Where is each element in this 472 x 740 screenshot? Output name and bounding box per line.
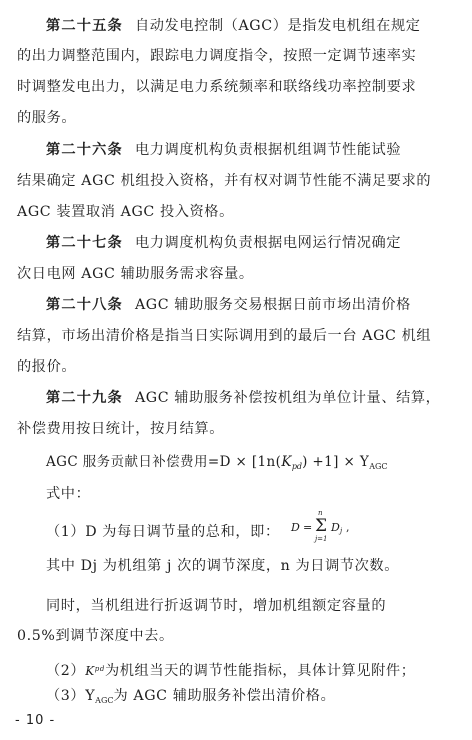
article-26-line-3: AGC 装置取消 AGC 投入资格。	[17, 204, 234, 220]
article-25-title: 第二十五条	[46, 18, 123, 34]
article-27-title: 第二十七条	[46, 235, 123, 251]
definition-d: （1）D 为每日调节量的总和，即：	[46, 524, 280, 540]
article-28-line-2: 结算，市场出清价格是指当日实际调用到的最后一台 AGC 机组	[17, 328, 432, 344]
article-29-line-1: 第二十九条 AGC 辅助服务补偿按机组为单位计量、结算，	[46, 390, 441, 406]
definition-dj: 其中 Dj 为机组第 j 次的调节深度，n 为日调节次数。	[46, 558, 400, 574]
article-26-line-1: 第二十六条 电力调度机构负责根据机组调节性能试验	[46, 142, 402, 158]
article-27-line-2: 次日电网 AGC 辅助服务需求容量。	[17, 266, 254, 282]
summation-formula: D = n Σ j=1 D j ,	[291, 509, 350, 543]
page-number: - 10 -	[15, 713, 56, 728]
definition-yagc: $(3)Y_{AGC}$为 AGC 辅助服务补偿出清价格。	[46, 688, 336, 705]
article-29-title: 第二十九条	[46, 390, 123, 406]
article-25-line-1: 第二十五条 自动发电控制（AGC）是指发电机组在规定	[46, 18, 421, 34]
article-25-line-2: 的出力调整范围内，跟踪电力调度指令，按照一定调节速率实	[17, 48, 417, 64]
article-28-line-1: 第二十八条 AGC 辅助服务交易根据日前市场出清价格	[46, 297, 411, 313]
article-26-line-2: 结果确定 AGC 机组投入资格，并有权对调节性能不满足要求的	[17, 173, 432, 189]
compensation-formula: AGC 服务贡献日补偿费用$=D \times [1n(K_{pd}) +1] \times Y_{AGC}$	[46, 454, 388, 471]
definition-kpd: $(2)K^{pd}$为机组当天的调节性能指标，具体计算见附件；	[46, 663, 416, 679]
article-28-line-3: 的报价。	[17, 359, 77, 375]
article-25-line-4: 的服务。	[17, 110, 77, 126]
article-29-line-2: 补偿费用按日统计，按月结算。	[17, 421, 225, 437]
article-26-title: 第二十六条	[46, 142, 123, 158]
article-27-line-1: 第二十七条 电力调度机构负责根据电网运行情况确定	[46, 235, 402, 251]
formula-where-label: 式中：	[46, 486, 91, 502]
article-28-title: 第二十八条	[46, 297, 123, 313]
fold-back-line-2: 0.5%到调节深度中去。	[17, 628, 174, 644]
fold-back-line-1: 同时，当机组进行折返调节时，增加机组额定容量的	[46, 598, 387, 614]
article-25-line-3: 时调整发电出力，以满足电力系统频率和联络线功率控制要求	[17, 79, 417, 95]
